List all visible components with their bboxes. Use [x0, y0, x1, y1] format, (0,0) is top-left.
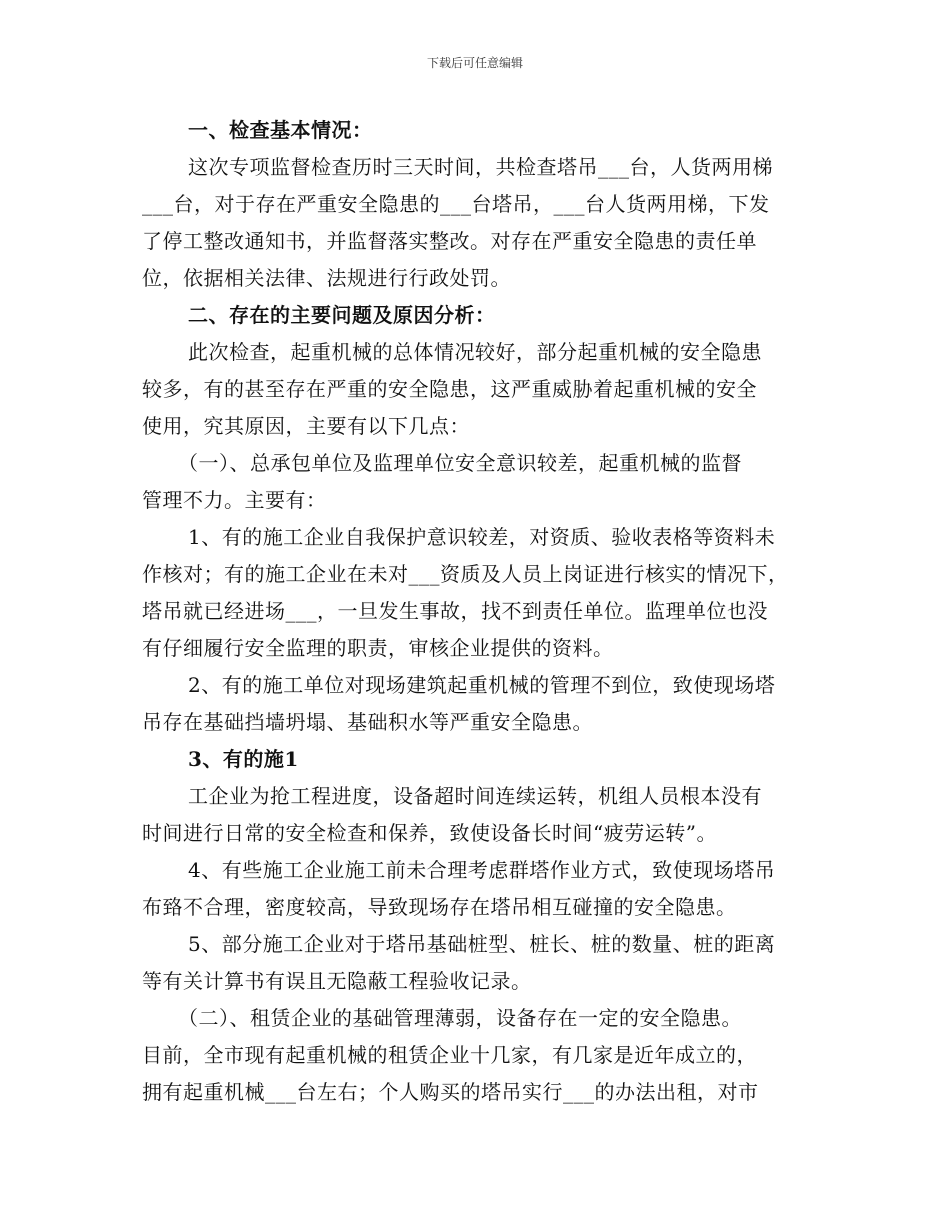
- subsection-heading-2: （二）、租赁企业的基础管理薄弱，设备存在一定的安全隐患。: [178, 1006, 742, 1030]
- paragraph-line: 工企业为抢工程进度，设备超时间连续运转，机组人员根本没有: [188, 784, 762, 808]
- list-item-2: 2、有的施工单位对现场建筑起重机械的管理不到位，致使现场塔: [188, 673, 776, 697]
- section-heading-1: 一、检查基本情况：: [188, 118, 373, 142]
- paragraph-line: 塔吊就已经进场___，一旦发生事故，找不到责任单位。监理单位也没: [142, 599, 768, 623]
- paragraph-line: 等有关计算书有误且无隐蔽工程验收记录。: [142, 969, 532, 993]
- paragraph-line: 了停工整改通知书，并监督落实整改。对存在严重安全隐患的责任单: [142, 229, 757, 253]
- paragraph-line: 管理不力。主要有：: [142, 488, 327, 512]
- paragraph-line: 布臵不合理，密度较高，导致现场存在塔吊相互碰撞的安全隐患。: [142, 895, 737, 919]
- subsection-heading-1: （一）、总承包单位及监理单位安全意识较差，起重机械的监督: [178, 451, 742, 475]
- paragraph-line: 有仔细履行安全监理的职责，审核企业提供的资料。: [142, 636, 614, 660]
- paragraph-line: 使用，究其原因，主要有以下几点：: [142, 414, 470, 438]
- paragraph-line: 较多，有的甚至存在严重的安全隐患，这严重威胁着起重机械的安全: [142, 377, 757, 401]
- paragraph-line: 这次专项监督检查历时三天时间，共检查塔吊___台，人货两用梯: [188, 155, 773, 179]
- paragraph-line: 目前，全市现有起重机械的租赁企业十几家，有几家是近年成立的，: [142, 1043, 757, 1067]
- paragraph-line: 吊存在基础挡墙坍塌、基础积水等严重安全隐患。: [142, 710, 593, 734]
- page-header: 下载后可任意编辑: [426, 56, 523, 70]
- list-item-3-heading: 3、有的施1: [188, 747, 299, 771]
- paragraph-line: 时间进行日常的安全检查和保养，致使设备长时间“疲劳运转”。: [142, 821, 717, 845]
- list-item-1: 1、有的施工企业自我保护意识较差，对资质、验收表格等资料未: [188, 525, 776, 549]
- paragraph-line: 位，依据相关法律、法规进行行政处罚。: [142, 266, 511, 290]
- list-item-5: 5、部分施工企业对于塔吊基础桩型、桩长、桩的数量、桩的距离: [188, 932, 776, 956]
- paragraph-line: ___台，对于存在严重安全隐患的___台塔吊，___台人货两用梯，下发: [142, 192, 770, 216]
- paragraph-line: 拥有起重机械___台左右；个人购买的塔吊实行___的办法出租，对市: [142, 1080, 759, 1104]
- section-heading-2: 二、存在的主要问题及原因分析：: [188, 303, 496, 327]
- paragraph-line: 作核对；有的施工企业在未对___资质及人员上岗证进行核实的情况下，: [142, 562, 789, 586]
- paragraph-line: 此次检查，起重机械的总体情况较好，部分起重机械的安全隐患: [188, 340, 762, 364]
- list-item-4: 4、有些施工企业施工前未合理考虑群塔作业方式，致使现场塔吊: [188, 858, 776, 882]
